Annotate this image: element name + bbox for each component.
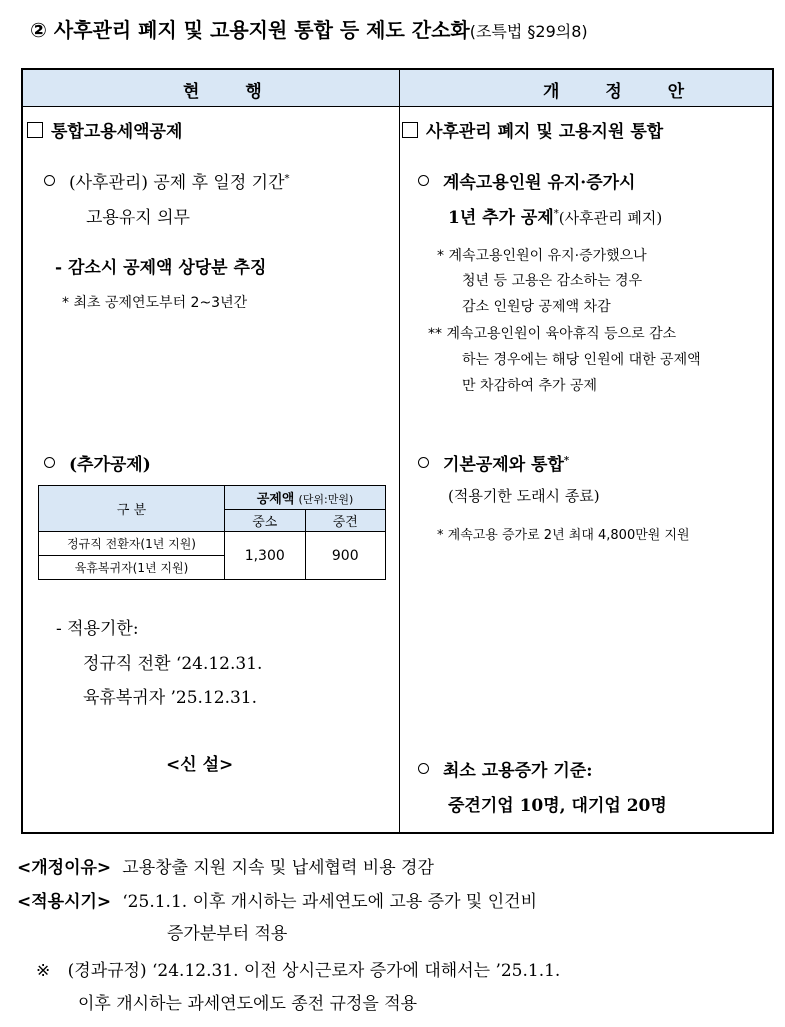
right-item2-text: 기본공제와 통합 (443, 455, 564, 475)
ded-head-sme: 중소 (225, 510, 306, 532)
apply-row (17, 887, 537, 912)
ded-val-mid: 900 (305, 532, 386, 580)
left-section-label: 통합고용세액공제 (51, 122, 183, 142)
ded-row-parental: 육휴복귀자(1년 지원) (39, 556, 225, 580)
transition-mark: ※ (36, 961, 51, 981)
left-new: <신 설> (166, 755, 234, 775)
apply-text-l1: ‘25.1.1. 이후 개시하는 과세연도에 고용 증가 및 인건비 (122, 892, 538, 912)
reason-row (17, 853, 434, 878)
right-note2-l3: 만 차감하여 추가 공제 (462, 378, 598, 394)
right-note2-l2: 하는 경우에는 해당 인원에 대한 공제액 (462, 352, 701, 368)
right-item2 (418, 450, 569, 475)
left-item1-dash: - 감소시 공제액 상당분 추징 (55, 258, 267, 278)
left-section-heading (27, 117, 182, 142)
footnote-star: * (553, 208, 559, 220)
ded-head-category: 구 분 (39, 486, 225, 532)
ded-head-unit: (단위:만원) (298, 493, 354, 506)
left-item1-note: * 최초 공제연도부터 2~3년간 (62, 295, 248, 311)
right-item1-paren: (사후관리 폐지) (558, 209, 663, 227)
right-section-heading (402, 117, 663, 142)
ded-head-amount-label: 공제액 (256, 492, 295, 507)
left-item1-line1 (44, 168, 290, 193)
apply-text-l2: 증가분부터 적용 (167, 924, 288, 944)
right-item3-line2: 중견기업 10명, 대기업 20명 (448, 796, 667, 816)
bullet-circle-icon (418, 175, 429, 186)
column-divider (399, 70, 400, 832)
right-item1-line2-text: 1년 추가 공제 (448, 208, 554, 228)
right-item1-text: 계속고용인원 유지·증가시 (443, 173, 636, 193)
left-deadline-label: - 적용기한: (56, 619, 139, 639)
right-item3-line1 (418, 756, 593, 781)
right-item3-text: 최소 고용증가 기준: (443, 761, 593, 781)
bullet-circle-icon (418, 763, 429, 774)
title-ref: (조특법 §29의8) (469, 22, 588, 41)
bullet-circle-icon (418, 457, 429, 468)
ded-head-amount (225, 486, 386, 510)
right-note1-l1: * 계속고용인원이 유지·증가했으나 (437, 248, 647, 264)
left-item2-text: (추가공제) (69, 455, 151, 475)
ded-head-mid: 중견 (305, 510, 386, 532)
transition-l1: (경과규정) ‘24.12.31. 이전 상시근로자 증가에 대해서는 ’25.1.1. (67, 961, 561, 981)
right-section-label: 사후관리 폐지 및 고용지원 통합 (426, 122, 664, 142)
left-item2 (44, 450, 151, 475)
right-note1-l2: 청년 등 고용은 감소하는 경우 (462, 273, 643, 289)
bullet-circle-icon (44, 175, 55, 186)
right-item2-note: * 계속고용 증가로 2년 최대 4,800만원 지원 (437, 528, 690, 543)
checkbox-square-icon (27, 122, 43, 138)
header-current: 현 행 (183, 82, 282, 102)
title-main: ② 사후관리 폐지 및 고용지원 통합 등 제도 간소화 (30, 18, 470, 42)
left-deadline-1: 정규직 전환 ‘24.12.31. (83, 654, 263, 674)
left-item1-text: (사후관리) 공제 후 일정 기간 (69, 173, 285, 193)
deduction-table (38, 485, 386, 580)
ded-row-regular: 정규직 전환자(1년 지원) (39, 532, 225, 556)
right-item1-line1 (418, 168, 635, 193)
bullet-circle-icon (44, 457, 55, 468)
checkbox-square-icon (402, 122, 418, 138)
footnote-star: * (563, 455, 570, 467)
left-deadline-2: 육휴복귀자 ’25.12.31. (83, 688, 258, 708)
right-item2-paren: (적용기한 도래시 종료) (448, 487, 600, 505)
reason-text: 고용창출 지원 지속 및 납세협력 비용 경감 (122, 858, 434, 878)
apply-label: <적용시기> (17, 892, 112, 912)
page-title (30, 14, 588, 43)
ded-val-sme: 1,300 (225, 532, 306, 580)
right-item1-line2 (448, 203, 662, 228)
transition-row (36, 956, 560, 981)
left-item1-line2: 고용유지 의무 (86, 208, 190, 228)
table-header-row (23, 70, 772, 107)
header-revised: 개 정 안 (543, 82, 705, 102)
transition-l2: 이후 개시하는 과세연도에도 종전 규정을 적용 (78, 994, 418, 1014)
right-note1-l3: 감소 인원당 공제액 차감 (462, 299, 611, 315)
reason-label: <개정이유> (17, 858, 112, 878)
right-note2-l1: ** 계속고용인원이 육아휴직 등으로 감소 (428, 326, 677, 342)
footnote-star: * (284, 173, 290, 185)
